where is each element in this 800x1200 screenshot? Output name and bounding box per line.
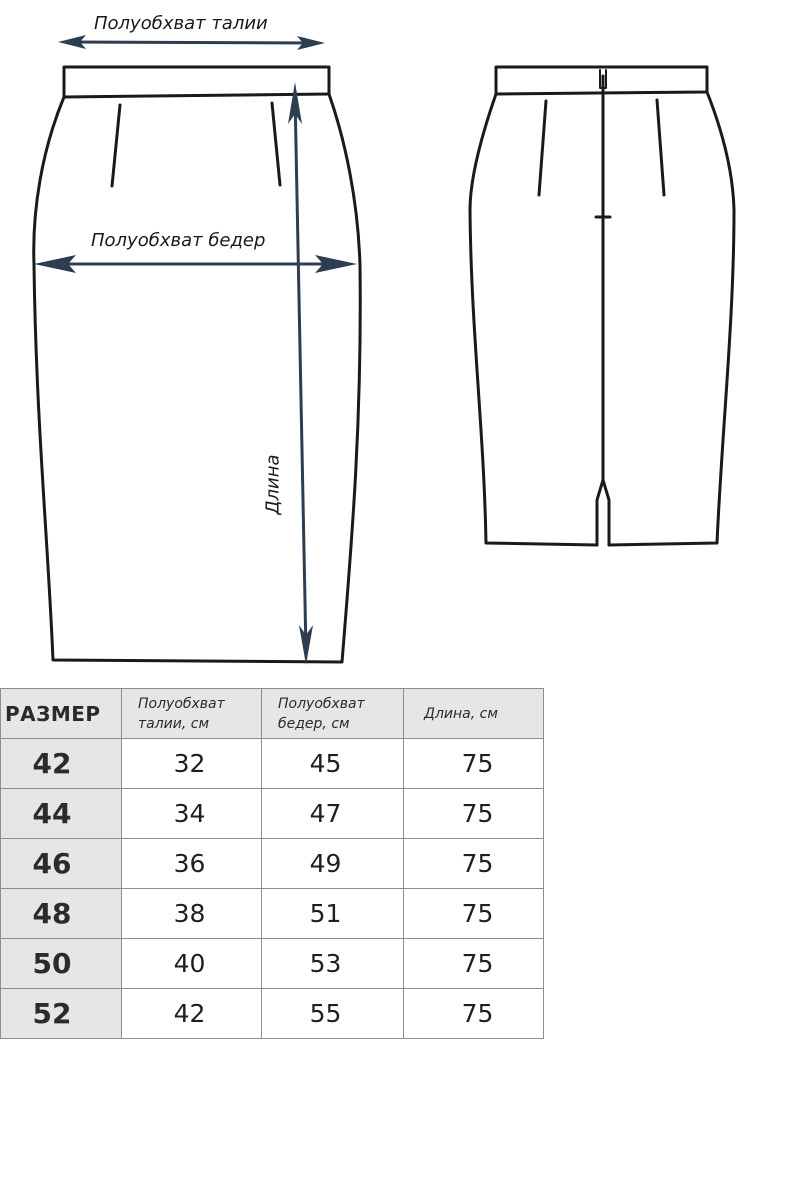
table-row	[1, 839, 544, 889]
back-dart-right	[657, 100, 664, 195]
waist-arrow	[58, 35, 325, 50]
hips-header-line2: бедер, см	[278, 715, 350, 732]
front-skirt-body	[34, 94, 361, 662]
hips-arrow	[34, 255, 357, 273]
table-row	[1, 939, 544, 989]
table-row	[1, 889, 544, 939]
length-cell: 75	[404, 889, 544, 939]
hips-header-line1: Полуобхват	[278, 695, 365, 712]
waist-header-line2: талии, см	[138, 715, 210, 732]
front-dart-left	[112, 105, 120, 186]
size-cell: 46	[1, 839, 122, 889]
size-cell: 52	[1, 989, 122, 1039]
length-cell: 75	[404, 939, 544, 989]
waist-cell: 36	[122, 839, 262, 889]
waist-cell: 40	[122, 939, 262, 989]
hips-cell: 51	[262, 889, 404, 939]
table-row	[1, 789, 544, 839]
back-view	[470, 67, 734, 545]
waist-measure-label: Полуобхват талии	[94, 13, 268, 34]
hips-cell: 55	[262, 989, 404, 1039]
size-cell: 44	[1, 789, 122, 839]
waist-column-header	[122, 689, 262, 739]
size-cell: 50	[1, 939, 122, 989]
back-slit	[597, 480, 609, 545]
waist-cell: 42	[122, 989, 262, 1039]
length-arrow	[288, 82, 313, 665]
front-view	[34, 67, 361, 662]
hips-cell: 49	[262, 839, 404, 889]
waist-header-line1: Полуобхват	[138, 695, 225, 712]
length-cell: 75	[404, 989, 544, 1039]
front-waistband	[64, 67, 329, 97]
back-dart-left	[539, 101, 546, 195]
hips-measure-label: Полуобхват бедер	[91, 230, 266, 251]
size-cell: 42	[1, 739, 122, 789]
length-cell: 75	[404, 789, 544, 839]
length-column-header: Длина, см	[404, 689, 544, 739]
table-row	[1, 989, 544, 1039]
size-cell: 48	[1, 889, 122, 939]
hips-cell: 45	[262, 739, 404, 789]
length-measure-label: Длина	[262, 454, 284, 515]
waist-cell: 38	[122, 889, 262, 939]
table-header-row	[1, 689, 544, 739]
size-column-header: РАЗМЕР	[1, 689, 122, 739]
length-cell: 75	[404, 839, 544, 889]
length-cell: 75	[404, 739, 544, 789]
waist-cell: 34	[122, 789, 262, 839]
hips-cell: 47	[262, 789, 404, 839]
size-chart-table	[0, 688, 544, 1039]
front-dart-right	[272, 103, 280, 185]
hips-column-header	[262, 689, 404, 739]
table-row	[1, 739, 544, 789]
hips-cell: 53	[262, 939, 404, 989]
waist-cell: 32	[122, 739, 262, 789]
